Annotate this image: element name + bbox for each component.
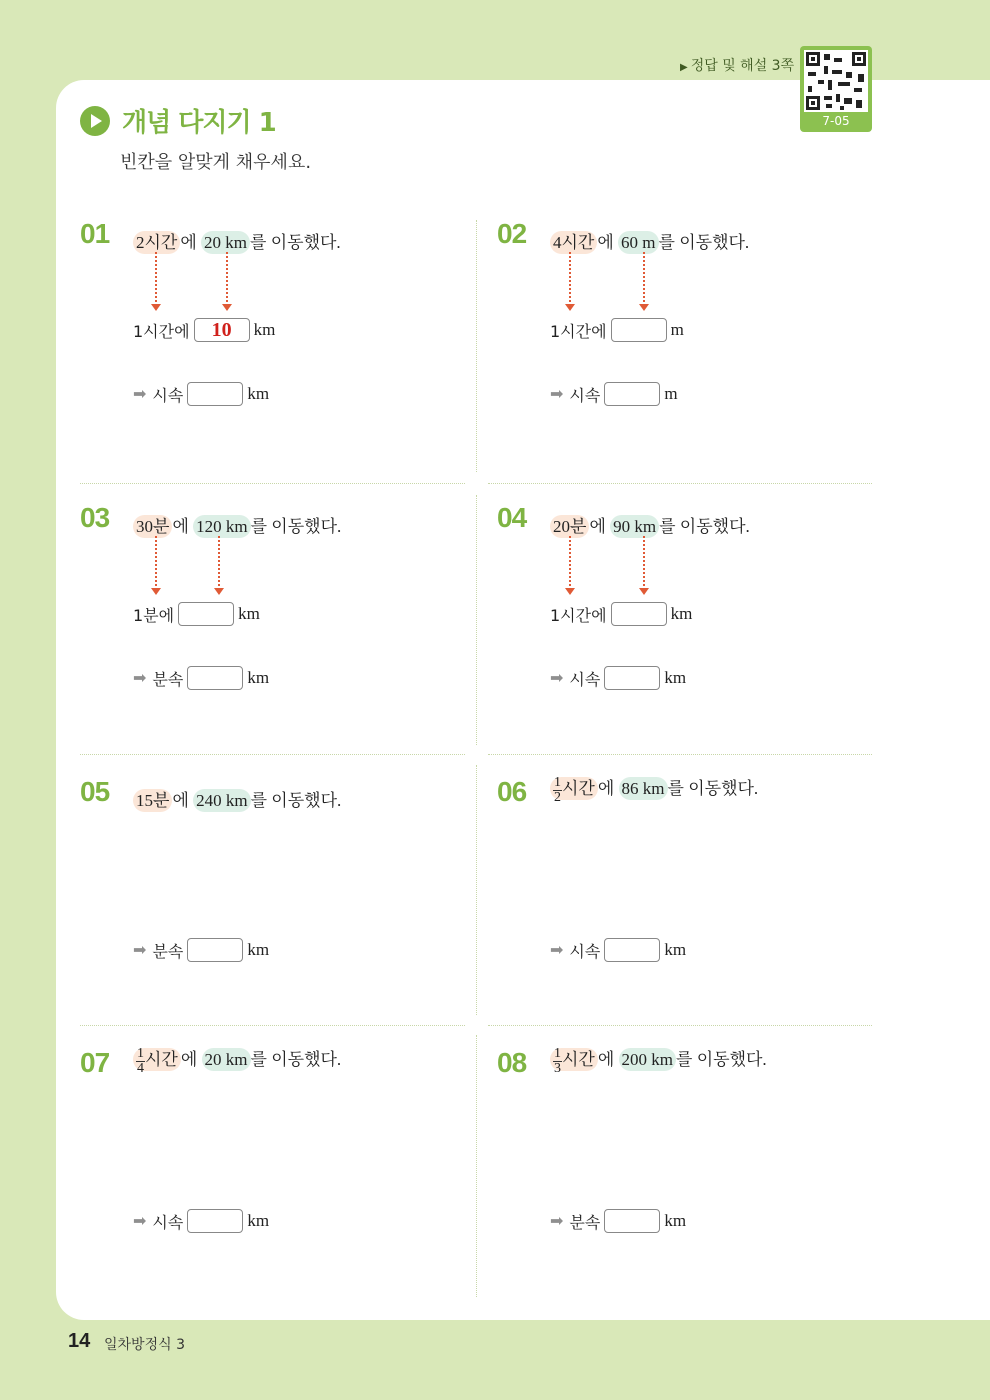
answer-box[interactable]	[178, 602, 234, 626]
answer-box[interactable]	[611, 318, 667, 342]
fraction: $\frac{1}{3}$	[554, 1045, 561, 1076]
row-divider	[80, 754, 465, 755]
problem-number: 08	[497, 1047, 527, 1078]
problem-number: 03	[80, 502, 110, 533]
problem-statement: 30분 에 120 km 를 이동했다.	[133, 512, 341, 537]
distance-highlight: 200 km	[619, 1048, 676, 1071]
row-divider	[488, 754, 872, 755]
answer-box[interactable]	[611, 602, 667, 626]
right-arrow-icon: ➡	[550, 1213, 564, 1230]
triangle-icon: ▶	[680, 62, 688, 73]
row-divider	[488, 483, 872, 484]
play-icon	[80, 106, 110, 136]
column-divider	[476, 220, 477, 472]
answer-box[interactable]	[187, 666, 243, 690]
problem-number: 02	[497, 218, 527, 249]
dotted-down-arrow	[151, 536, 161, 596]
right-arrow-icon: ➡	[133, 1213, 147, 1230]
problem-statement: $\frac{1}{2}$ 시간 에 86 km 를 이동했다.	[550, 774, 758, 805]
qr-code[interactable]	[800, 46, 872, 132]
problem-statement: $\frac{1}{4}$ 시간 에 20 km 를 이동했다.	[133, 1045, 341, 1076]
dotted-down-arrow	[565, 252, 575, 312]
book-title: 일차방정식 3	[104, 1337, 185, 1353]
distance-highlight: 86 km	[619, 777, 668, 800]
problem-02	[497, 218, 877, 462]
answer-reference	[680, 55, 794, 75]
answer-box[interactable]	[604, 1209, 660, 1233]
result-row: ➡ 시속 m	[550, 384, 678, 405]
time-highlight: 30분	[133, 515, 172, 538]
dotted-down-arrow	[639, 252, 649, 312]
time-highlight: 20분	[550, 515, 589, 538]
dotted-down-arrow	[222, 252, 232, 312]
right-arrow-icon: ➡	[133, 386, 147, 403]
result-row: ➡ 시속 km	[550, 668, 687, 689]
fraction: $\frac{1}{4}$	[137, 1045, 144, 1076]
dotted-down-arrow	[151, 252, 161, 312]
time-highlight: $\frac{1}{2}$ 시간	[550, 777, 598, 800]
answer-box[interactable]	[604, 938, 660, 962]
distance-highlight: 90 km	[610, 515, 659, 538]
per-unit-row: 1시간에 km	[550, 604, 693, 625]
problem-statement: 2시간 에 20 km 를 이동했다.	[133, 228, 341, 253]
answer-reference-text: 정답 및 해설 3쪽	[690, 58, 795, 74]
row-divider	[80, 1025, 465, 1026]
answer-box[interactable]	[187, 938, 243, 962]
problem-03	[80, 502, 460, 746]
dotted-down-arrow	[639, 536, 649, 596]
distance-highlight: 20 km	[202, 1048, 251, 1071]
problem-06	[497, 774, 877, 1020]
qr-pattern	[804, 50, 868, 112]
per-unit-row: 1시간에 10 km	[133, 319, 276, 341]
problem-statement: 15분 에 240 km 를 이동했다.	[133, 786, 341, 811]
distance-highlight: 20 km	[201, 231, 250, 254]
right-arrow-icon: ➡	[550, 942, 564, 959]
right-arrow-icon: ➡	[550, 670, 564, 687]
instruction-text: 빈칸을 알맞게 채우세요.	[120, 152, 312, 173]
distance-highlight: 60 m	[618, 231, 658, 254]
answer-box[interactable]	[187, 1209, 243, 1233]
result-row: ➡ 분속 km	[133, 668, 270, 689]
result-row: ➡ 시속 km	[133, 1211, 270, 1232]
dotted-down-arrow	[214, 536, 224, 596]
result-row: ➡ 시속 km	[550, 940, 687, 961]
page-number: 14	[68, 1330, 91, 1352]
qr-code-label: 7-05	[822, 114, 850, 128]
answer-box[interactable]	[604, 382, 660, 406]
problem-number: 01	[80, 218, 110, 249]
time-highlight: 15분	[133, 789, 172, 812]
per-unit-row: 1시간에 m	[550, 320, 684, 341]
distance-highlight: 120 km	[193, 515, 250, 538]
right-arrow-icon: ➡	[133, 942, 147, 959]
time-highlight: $\frac{1}{4}$ 시간	[133, 1048, 181, 1071]
problem-01	[80, 218, 460, 462]
time-highlight: 4시간	[550, 231, 597, 254]
problem-number: 06	[497, 776, 527, 807]
row-divider	[488, 1025, 872, 1026]
section-heading	[80, 102, 276, 139]
problem-number: 05	[80, 776, 110, 807]
problem-number: 04	[497, 502, 527, 533]
column-divider	[476, 765, 477, 1015]
section-title: 개념 다지기 1	[122, 108, 276, 138]
answer-box[interactable]: 10	[194, 318, 250, 342]
per-unit-row: 1분에 km	[133, 604, 260, 625]
distance-highlight: 240 km	[193, 789, 250, 812]
right-arrow-icon: ➡	[133, 670, 147, 687]
answer-box[interactable]	[604, 666, 660, 690]
problem-08	[497, 1045, 877, 1291]
result-row: ➡ 분속 km	[133, 940, 270, 961]
problem-statement: 20분 에 90 km 를 이동했다.	[550, 512, 750, 537]
problem-05	[80, 776, 460, 1020]
time-highlight: $\frac{1}{3}$ 시간	[550, 1048, 598, 1071]
problem-04	[497, 502, 877, 746]
column-divider	[476, 495, 477, 745]
problem-statement: $\frac{1}{3}$ 시간 에 200 km 를 이동했다.	[550, 1045, 767, 1076]
problem-statement: 4시간 에 60 m 를 이동했다.	[550, 228, 749, 253]
problem-number: 07	[80, 1047, 110, 1078]
column-divider	[476, 1035, 477, 1297]
fraction: $\frac{1}{2}$	[554, 774, 561, 805]
dotted-down-arrow	[565, 536, 575, 596]
result-row: ➡ 분속 km	[550, 1211, 687, 1232]
result-row: ➡ 시속 km	[133, 384, 270, 405]
row-divider	[80, 483, 465, 484]
right-arrow-icon: ➡	[550, 386, 564, 403]
problem-07	[80, 1045, 460, 1291]
time-highlight: 2시간	[133, 231, 180, 254]
answer-box[interactable]	[187, 382, 243, 406]
